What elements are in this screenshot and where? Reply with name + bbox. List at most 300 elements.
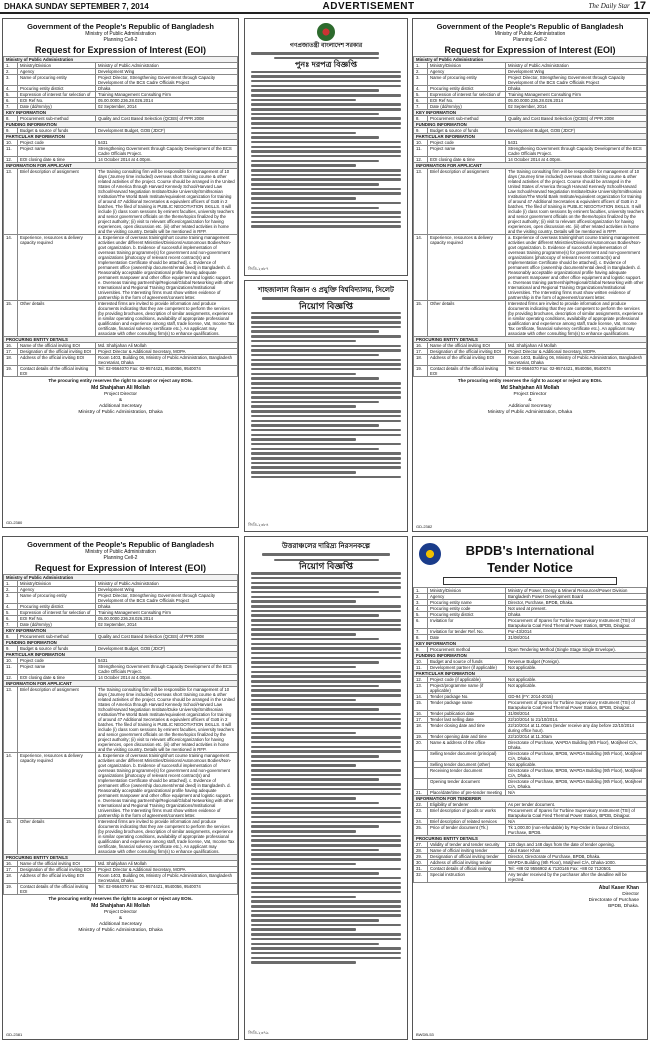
row-value: Tel: 02-9564070 Fax: 02-9574421, 9540056, 9540074 <box>506 366 647 377</box>
eoi-title: Request for Expression of Interest (EOI) <box>34 45 207 55</box>
row-label: Invitation for tender Ref. No. <box>428 629 506 635</box>
eoi-title: Request for Expression of Interest (EOI) <box>34 563 207 573</box>
section-header: FUNDING INFORMATION <box>414 122 647 128</box>
row-label: Ministry/Division <box>428 588 506 594</box>
row-label: Date (dd/mm/yy) <box>18 104 96 110</box>
row-label: Expression of interest for selection of <box>18 610 96 616</box>
text-line <box>251 117 401 120</box>
table-row <box>414 825 647 836</box>
row-number: 11. <box>4 664 18 675</box>
row-number: 16. <box>4 343 18 349</box>
row-label: Name of procuring entity <box>18 593 96 604</box>
row-label: Experience, resources & delivery capacity required <box>18 235 96 301</box>
row-label: Name of the official inviting EOI <box>18 343 96 349</box>
text-line <box>251 122 401 125</box>
text-line <box>251 183 379 186</box>
eoi-note: The procuring entity reserves the right to accept or reject any EOIs. <box>48 378 193 383</box>
text-line <box>251 174 401 177</box>
text-line <box>251 410 401 413</box>
text-line <box>251 211 401 214</box>
text-line <box>251 839 401 842</box>
table-row <box>4 664 238 675</box>
signer-title: Project Director <box>513 392 547 397</box>
gov-title: Government of the People's Republic of Bangladesh <box>27 540 214 549</box>
row-number: 10. <box>414 140 428 146</box>
signer-title2: Additional Secretary <box>99 922 142 927</box>
text-line <box>251 582 401 585</box>
row-label: Designation of official inviting tender <box>428 854 506 860</box>
row-number: 17. <box>4 867 18 873</box>
text-line <box>251 466 401 469</box>
row-label: Designation of the official inviting EOI <box>18 867 96 873</box>
row-value: Quality and Cost Based Selection (QCBS) of PPR 2008 <box>506 116 647 122</box>
ad-code: GD-2380 <box>6 520 23 525</box>
row-number: 29. <box>414 854 428 860</box>
row-number: 2. <box>414 69 428 75</box>
row-value: N/A <box>506 819 647 825</box>
bpdb-signature <box>413 885 647 910</box>
table-row <box>4 116 238 122</box>
signer-amp: & <box>118 916 123 921</box>
text-line <box>251 928 356 931</box>
row-number: 19. <box>4 366 18 377</box>
row-value: Development Wing <box>506 69 647 75</box>
text-line <box>251 169 401 172</box>
text-line <box>251 457 401 460</box>
row-number: 19. <box>414 366 428 377</box>
text-line <box>251 863 356 866</box>
bpdb-signer: Abul Kaser Khan <box>598 885 639 891</box>
table-row <box>414 588 647 594</box>
table-row <box>414 618 647 629</box>
text-line <box>251 610 401 613</box>
section-header: PARTICULAR INFORMATION <box>414 134 647 140</box>
row-value: Quality and Cost Based Selection (QCBS) of PPR 2008 <box>96 116 238 122</box>
row-value: Ministry of Public Administration <box>96 63 238 69</box>
ad-code: GD-2381 <box>6 1032 23 1037</box>
text-line <box>251 207 379 210</box>
text-line <box>251 778 379 781</box>
row-value: Room 1403, Building 06, Ministry of Public Administration, Bangladesh Secretariat, Dhaka <box>96 355 238 366</box>
row-value: 05.00.0000.236.28.026.2014 <box>96 98 238 104</box>
bpdb-tender-ad <box>412 536 648 1040</box>
text-line <box>251 197 356 200</box>
row-value: Procurement of Spares for Turbine Supervisory Instrument (TSI) of Barapukuria Coal Fired Thermal Power Station, BPDB, Dinajpur. <box>506 808 647 819</box>
section-header: INFORMATION FOR TENDERER <box>414 796 647 802</box>
paper-logo: The Daily Star <box>588 2 630 10</box>
row-value: N/A <box>506 790 647 796</box>
text-line <box>251 924 401 927</box>
table-row <box>414 723 647 734</box>
text-line <box>251 401 379 404</box>
row-number: 14. <box>414 235 428 301</box>
section-header: KEY INFORMATION <box>4 110 238 116</box>
section-header: PROCURING ENTITY DETAILS <box>414 337 647 343</box>
row-value: Training Management Consulting Firm <box>96 610 238 616</box>
row-value: Project Director & Additional Secretary, MOPA <box>96 349 238 355</box>
row-value: Room 1403, Building 06, Ministry of Public Administration, Bangladesh Secretariat, Dhaka <box>506 355 647 366</box>
row-number: 5. <box>4 92 18 98</box>
table-row <box>4 884 238 895</box>
text-line <box>251 675 401 678</box>
row-number: 22. <box>414 802 428 808</box>
row-number: 31. <box>414 866 428 872</box>
row-label: Procurement sub-method <box>428 116 506 122</box>
eoi-ad-bottom-left <box>2 536 239 1040</box>
bn1-head: গণপ্রজাতন্ত্রী বাংলাদেশ সরকার <box>289 43 363 49</box>
text-line <box>251 689 401 692</box>
page-number: 17 <box>633 0 646 12</box>
row-number: 11. <box>4 146 18 157</box>
text-line <box>251 192 401 195</box>
row-label: EOI Ref No. <box>18 98 96 104</box>
text-line <box>251 797 356 800</box>
row-label: Contact details of the official inviting EOI <box>428 366 506 377</box>
row-value: 02 September, 2014 <box>96 622 238 628</box>
row-value: Any tender received by the purchaser after the deadline will be rejected. <box>506 872 647 883</box>
text-line <box>251 853 401 856</box>
header-section: ADVERTISEMENT <box>322 0 415 12</box>
text-line <box>251 420 401 423</box>
text-line <box>251 387 401 390</box>
row-label: Development partner (if applicable) <box>428 665 506 671</box>
row-label: Price of tender document (Tk.) <box>428 825 506 836</box>
text-line <box>251 680 401 683</box>
eoi-table <box>3 574 238 895</box>
row-number: 12. <box>414 157 428 163</box>
text-line <box>251 849 379 852</box>
text-line <box>251 586 401 589</box>
text-line <box>251 141 401 144</box>
row-number: 15. <box>414 301 428 337</box>
row-label: Experience, resources & delivery capacity required <box>18 753 96 819</box>
row-label: Contact details of official inviting <box>428 866 506 872</box>
signature-block <box>413 385 647 416</box>
section-header: INFORMATION FOR APPLICANT <box>4 681 238 687</box>
row-value: Not applicable. <box>506 677 647 683</box>
signer-name: Md Shahjahan Ali Mollah <box>91 385 150 391</box>
row-label: Other details <box>428 301 506 337</box>
row-label: Special instruction <box>428 872 506 883</box>
row-label: Budget & source of funds <box>428 128 506 134</box>
text-line <box>251 373 356 376</box>
row-value: Training Management Consulting Firm <box>506 92 647 98</box>
text-line <box>251 345 401 348</box>
row-label: EOI closing date & time <box>18 157 96 163</box>
gov-title: Government of the People's Republic of Bangladesh <box>27 22 214 31</box>
row-label: Experience, resources & delivery capacity required <box>428 235 506 301</box>
text-line <box>251 396 401 399</box>
row-number: 12. <box>4 157 18 163</box>
row-label: Brief description of goods or works <box>428 808 506 819</box>
row-value: Tel: 02-9564070 Fax: 02-9574421, 9540056, 9540074 <box>96 884 238 895</box>
text-line <box>251 685 379 688</box>
row-number: 4. <box>414 606 428 612</box>
row-number <box>414 768 428 779</box>
row-number <box>414 751 428 762</box>
text-line <box>251 624 401 627</box>
text-line <box>251 628 401 631</box>
text-line <box>251 113 379 116</box>
row-label: Date (dd/mm/yy) <box>428 104 506 110</box>
row-number: 19. <box>4 884 18 895</box>
row-number: 18. <box>4 355 18 366</box>
text-line <box>251 443 401 446</box>
row-number: 27. <box>414 842 428 848</box>
text-line <box>251 103 401 106</box>
row-label: Brief description of related services <box>428 819 506 825</box>
eoi-table <box>413 56 647 377</box>
row-number: 12. <box>4 675 18 681</box>
row-number: 1. <box>4 63 18 69</box>
row-label: Tender package name <box>428 700 506 711</box>
text-line <box>251 647 401 650</box>
row-label: Tender closing date and time <box>428 723 506 734</box>
table-row <box>4 366 238 377</box>
row-number: 14. <box>4 753 18 819</box>
bangla-ad-north <box>244 536 408 1040</box>
row-number: 32. <box>414 872 428 883</box>
row-number: 13. <box>414 683 428 694</box>
row-number: 18. <box>414 355 428 366</box>
row-label: Project name <box>18 146 96 157</box>
row-number: 10. <box>414 659 428 665</box>
row-value: Md. Shahjahan Ali Mollah <box>506 343 647 349</box>
row-value: As per tender document. <box>506 802 647 808</box>
row-label: Agency <box>428 69 506 75</box>
row-label: Project name <box>428 146 506 157</box>
text-line <box>251 340 356 343</box>
table-row <box>414 779 647 790</box>
row-number: 10. <box>4 140 18 146</box>
text-line <box>251 769 401 772</box>
text-line <box>251 914 401 917</box>
text-line <box>251 755 379 758</box>
row-value: Md. Shahjahan Ali Mollah <box>96 343 238 349</box>
row-label: Name of procuring entity <box>18 75 96 86</box>
text-line <box>251 330 379 333</box>
row-number: 28. <box>414 848 428 854</box>
text-line <box>251 127 401 130</box>
row-label: Project code <box>18 140 96 146</box>
text-line <box>251 405 356 408</box>
row-number: 3. <box>414 600 428 606</box>
table-row <box>414 751 647 762</box>
section-header: PROCURING ENTITY DETAILS <box>4 337 238 343</box>
text-line <box>251 155 401 158</box>
row-value: Not used at present. <box>506 606 647 612</box>
row-value: GD-94 (FY: 2014-2015) <box>506 694 647 700</box>
text-line <box>251 160 379 163</box>
row-label: Date (dd/mm/yy) <box>18 622 96 628</box>
text-line <box>251 349 401 352</box>
text-line <box>251 643 401 646</box>
text-line <box>251 600 356 603</box>
bn2-body <box>251 312 401 479</box>
text-line <box>251 136 379 139</box>
signer-name: Md Shahjahan Ali Mollah <box>91 903 150 909</box>
bangla-ad-retender <box>244 18 408 276</box>
table-row <box>414 116 647 122</box>
row-number: 17. <box>414 717 428 723</box>
text-line <box>251 150 401 153</box>
row-number: 8. <box>4 116 18 122</box>
row-number: 13. <box>414 169 428 235</box>
row-label: Expression of interest for selection of <box>428 92 506 98</box>
row-label: Tender last selling date <box>428 717 506 723</box>
row-value: Dhaka <box>506 612 647 618</box>
cell: Planning Cell-2 <box>513 37 547 43</box>
text-line <box>251 434 401 437</box>
section-header: PARTICULAR INFORMATION <box>4 134 238 140</box>
row-value: Revenue Budget (Foreign). <box>506 659 647 665</box>
section-header: KEY INFORMATION <box>414 110 647 116</box>
text-line <box>251 961 356 964</box>
row-value: Director, Purchase, BPDB, Dhaka. <box>506 600 647 606</box>
text-line <box>251 872 379 875</box>
row-label: Procuring entity district <box>18 86 96 92</box>
text-line <box>251 80 401 83</box>
table-row <box>4 634 238 640</box>
row-label: Project/programme name (if applicable) <box>428 683 506 694</box>
row-value: Director, Directorate of Purchase, BPDB, Dhaka. <box>506 854 647 860</box>
row-value: 22/10/2014 at 11.30am <box>506 734 647 740</box>
text-line <box>251 694 401 697</box>
text-line <box>251 424 379 427</box>
row-number: 12. <box>414 677 428 683</box>
text-line <box>251 216 401 219</box>
row-value: Not applicable. <box>506 762 647 768</box>
row-number: 9. <box>4 646 18 652</box>
row-number: 7. <box>4 104 18 110</box>
eoi-ad-top-right <box>412 18 648 532</box>
row-value: Strengthening Government through Capacity Development of the BCS Cadre Officials Project. <box>96 664 238 675</box>
row-number: 6. <box>414 618 428 629</box>
row-value: WAPDA Building (9th Floor), Motijheel C/A, Dhaka-1000. <box>506 860 647 866</box>
row-value: Development Budget, GOB (JDCF) <box>96 128 238 134</box>
row-label: EOI Ref No. <box>18 616 96 622</box>
text-line <box>251 821 401 824</box>
table-row <box>414 842 647 848</box>
text-line <box>251 605 401 608</box>
row-value: Dhaka <box>96 604 238 610</box>
table-row <box>4 873 238 884</box>
table-row <box>4 235 238 301</box>
text-line <box>251 835 401 838</box>
row-number: 8. <box>414 116 428 122</box>
text-line <box>251 802 379 805</box>
text-line <box>251 825 379 828</box>
text-line <box>251 335 401 338</box>
text-line <box>251 727 401 730</box>
row-number: 2. <box>4 69 18 75</box>
section-header: FUNDING INFORMATION <box>4 122 238 128</box>
table-row <box>414 860 647 866</box>
row-label: Agency <box>18 69 96 75</box>
text-line <box>251 108 401 111</box>
table-row <box>414 808 647 819</box>
text-line <box>251 741 401 744</box>
row-label: Brief description of assignment <box>18 169 96 235</box>
bn3-title: নিয়োগ বিজ্ঞপ্তি <box>298 561 354 571</box>
row-value: Abul Kaser Khan <box>506 848 647 854</box>
row-value: Ministry of Power, Energy & Mineral Resources/Power Division <box>506 588 647 594</box>
row-value: Pur-43/2014 <box>506 629 647 635</box>
row-label: Eligibility of tenderer <box>428 802 506 808</box>
section-header: Ministry of Public Administration <box>414 57 647 63</box>
row-value: The training consulting firm will be responsible for management of 10 days (Journey time included) overseas short training course & other related activities of the project. Course should be arranged in the United States of America through Harvard Kennedy School/Harvard Law School/Harvard Negotiation Institute/Duke University/Smithsonian Institution/The World Bank Institute/equivalent organization for training of around 47 Additional Secretaries & equivalent officers of GoB in 2 batches. The filed of training is PUBLIC NEGOTIATION SKILLS. It will include (i) class room sessions by eminent faculties, university teachers and senior government officials on the theme/topics finalized by the project authority; (ii) visit to relevant offices/organization for having experiences, open discussion etc. (iii) other related activities in home and the visiting country. Details will be mentioned in RFP. <box>96 169 238 235</box>
row-value: Directorate of Purchase, BPDB, WAPDA Building (9th Floor), Motijheel C/A, Dhaka. <box>506 768 647 779</box>
row-label: Tender publication date <box>428 711 506 717</box>
row-label: Tender opening date and time <box>428 734 506 740</box>
text-line <box>251 321 401 324</box>
eoi-note: The procuring entity reserves the right to accept or reject any EOIs. <box>457 378 603 383</box>
row-label: Name of the official inviting EOI <box>18 861 96 867</box>
section-header: PARTICULAR INFORMATION <box>4 652 238 658</box>
row-value: Dhaka <box>96 86 238 92</box>
text-line <box>251 94 401 97</box>
row-number: 2. <box>414 594 428 600</box>
row-value: Project Director & Additional Secretary, MOPA <box>96 867 238 873</box>
table-row <box>414 647 647 653</box>
row-label: Invitation for <box>428 618 506 629</box>
bn2-title: নিয়োগ বিজ্ঞপ্তি <box>298 300 354 311</box>
text-line <box>251 905 401 908</box>
row-number: 9. <box>414 647 428 653</box>
text-line <box>251 703 401 706</box>
row-number: 15. <box>414 700 428 711</box>
bpdb-signer-dept: Directorate of Purchase <box>588 898 639 903</box>
text-line <box>251 750 401 753</box>
row-label: Other details <box>18 301 96 337</box>
section-header: FUNDING INFORMATION <box>414 653 647 659</box>
text-line <box>251 764 356 767</box>
section-header: PROCURING ENTITY DETAILS <box>4 855 238 861</box>
text-line <box>251 760 401 763</box>
table-row <box>414 740 647 751</box>
row-label: Date <box>428 635 506 641</box>
bn3-code: জিডি-২৩৭৯ <box>248 1030 269 1035</box>
text-line <box>251 429 401 432</box>
text-line <box>251 225 401 228</box>
row-value: Room 1403, Building 06, Ministry of Public Administration, Bangladesh Secretariat, Dhaka <box>96 873 238 884</box>
text-line <box>251 71 401 74</box>
row-number: 30. <box>414 860 428 866</box>
text-line <box>251 614 379 617</box>
row-label: Receiving tender document <box>428 768 506 779</box>
row-number: 10. <box>4 658 18 664</box>
row-value: Not applicable. <box>506 683 647 694</box>
row-value: 14 October 2014 at 4.00pm. <box>96 157 238 163</box>
text-line <box>251 788 401 791</box>
row-label: Designation of the official inviting EOI <box>18 349 96 355</box>
row-number: 13. <box>4 169 18 235</box>
gov-seal-icon <box>317 23 335 41</box>
signer-amp: & <box>118 398 123 403</box>
row-value: Md. Shahjahan Ali Mollah <box>96 861 238 867</box>
text-line <box>251 708 379 711</box>
text-line <box>251 221 401 224</box>
text-line <box>251 638 379 641</box>
section-header: INFORMATION FOR APPLICANT <box>4 163 238 169</box>
signer-office: Ministry of Public Administration, Dhaka <box>487 410 573 415</box>
eoi-ad-top-left <box>2 18 239 528</box>
text-line <box>251 633 356 636</box>
row-number: 5. <box>414 92 428 98</box>
text-line <box>251 471 356 474</box>
text-line <box>251 900 401 903</box>
bpdb-signer-office: BPDB, Dhaka. <box>608 904 639 909</box>
